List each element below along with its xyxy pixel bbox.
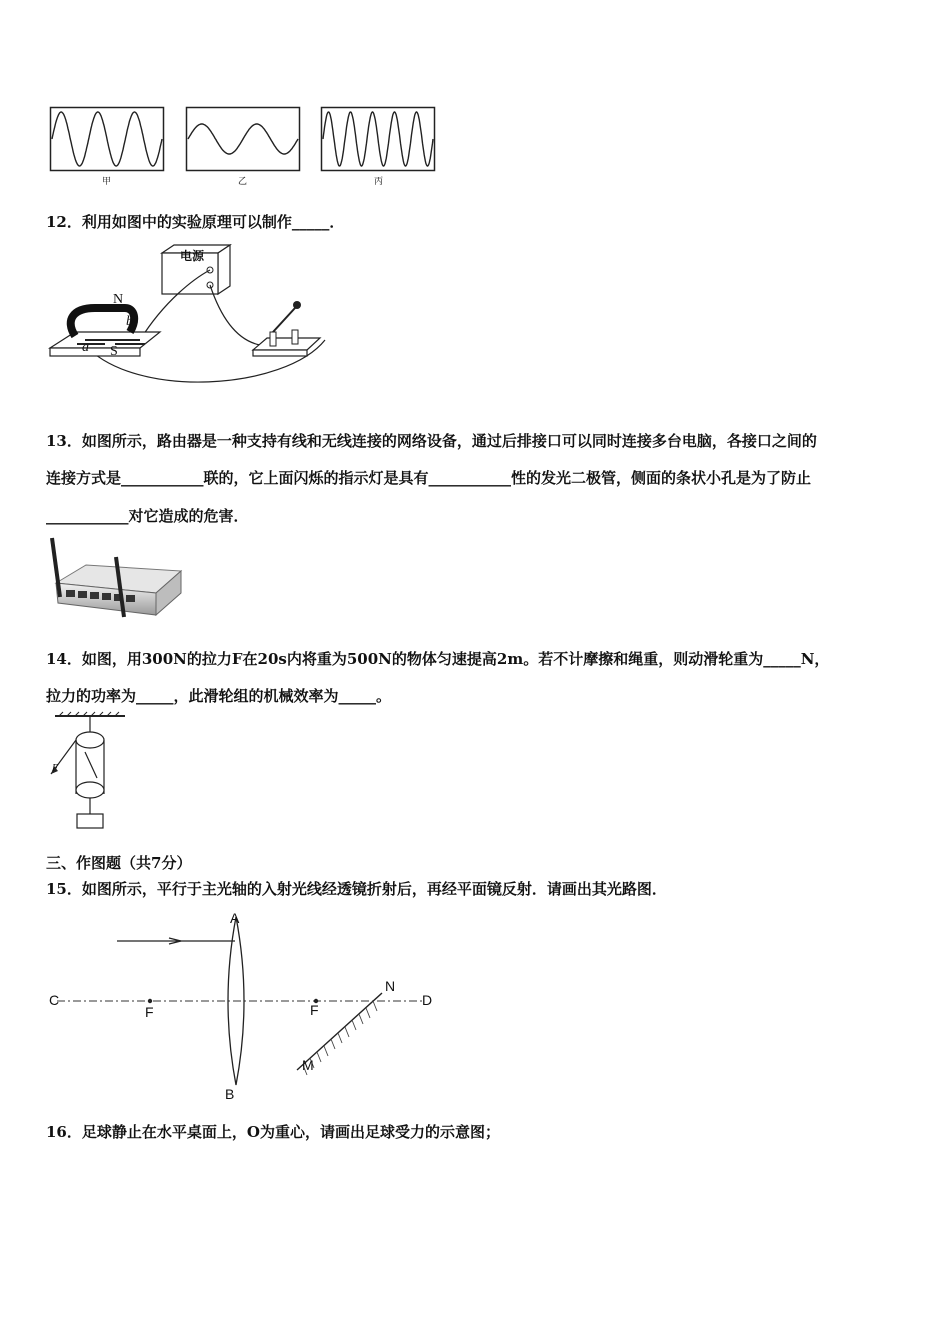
label-c-point: C <box>49 992 60 1008</box>
wave-label-bing: 丙 <box>374 177 384 187</box>
label-m-point: M <box>302 1057 314 1073</box>
question-15: 15．如图所示，平行于主光轴的入射光线经透镜折射后，再经平面镜反射．请画出其光路图． <box>46 880 667 898</box>
wave-yi <box>186 107 300 171</box>
wave-bing <box>321 107 435 171</box>
question-13-line3: ___________对它造成的危害． <box>46 507 249 525</box>
wave-jia <box>50 107 164 171</box>
router-image <box>46 535 186 625</box>
label-f-left: F <box>145 1004 154 1020</box>
label-a: a <box>82 340 89 355</box>
label-d-point: D <box>422 992 433 1008</box>
label-f-right: F <box>310 1002 319 1018</box>
label-b: b <box>126 314 133 329</box>
question-14-line1: 14．如图，用300N的拉力F在20s内将重为500N的物体匀速提高2m。若不计摩擦和绳重，则动滑轮重为_____N， <box>46 650 830 668</box>
q12-apparatus-figure <box>45 240 345 400</box>
label-n-point: N <box>385 978 396 994</box>
magnet-n-label: N <box>113 292 124 307</box>
wave-label-jia: 甲 <box>102 177 112 187</box>
question-12: 12．利用如图中的实验原理可以制作_____． <box>46 213 345 231</box>
magnet-s-label: S <box>110 344 118 359</box>
pulley-figure <box>45 712 135 832</box>
lens-mirror-figure <box>45 905 465 1105</box>
force-f-label: F <box>52 763 59 774</box>
label-a-point: A <box>230 910 240 926</box>
label-b-point: B <box>225 1086 235 1102</box>
power-supply-label: 电源 <box>180 249 205 263</box>
question-13-line2: 连接方式是___________联的，它上面闪烁的指示灯是具有___________性的发光二极管，侧面的条状小孔是为了防止 <box>46 469 812 487</box>
section-3-title: 三、作图题（共7分） <box>46 854 192 872</box>
wave-label-yi: 乙 <box>238 177 248 187</box>
question-13-line1: 13．如图所示，路由器是一种支持有线和无线连接的网络设备，通过后排接口可以同时连接多台电脑，各接口之间的 <box>46 432 817 450</box>
question-14-line2: 拉力的功率为_____，此滑轮组的机械效率为_____。 <box>46 687 392 705</box>
question-16: 16．足球静止在水平桌面上，O为重心，请画出足球受力的示意图； <box>46 1123 500 1141</box>
